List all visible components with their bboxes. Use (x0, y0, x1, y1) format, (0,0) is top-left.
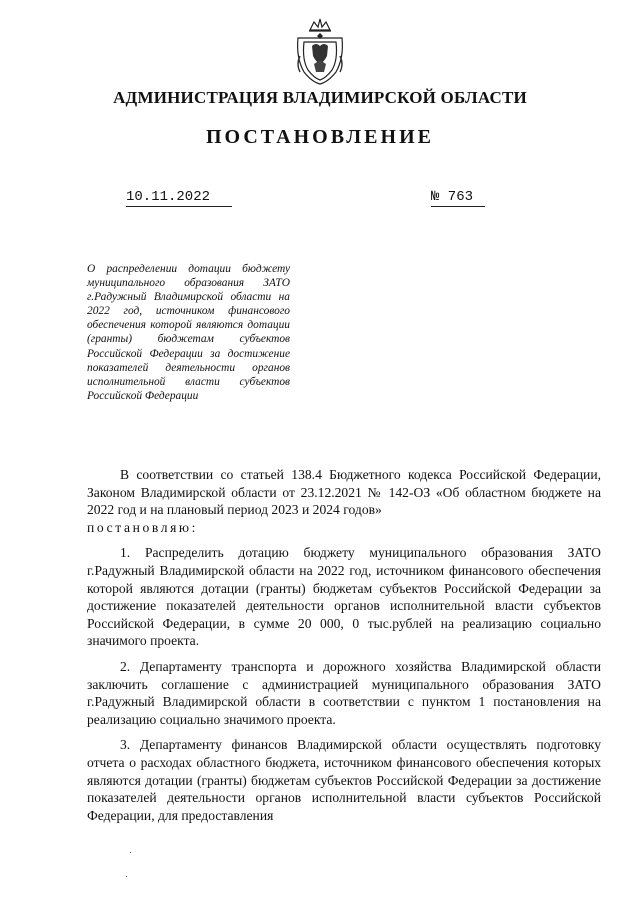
scan-speck (126, 876, 127, 877)
decree-word: постановляю: (87, 519, 199, 535)
document-body (87, 466, 601, 824)
decree-word-paragraph (87, 519, 601, 537)
document-subject: О распределении дотации бюджету муниципального образования ЗАТО г.Радужный Владимирской области на 2022 год, источником финансового обеспечения которой являются дотации (гранты) бюджетам субъектов Российской Федерации за достижение показателей деятельности органов исполнительной власти субъектов Российской Федерации (87, 263, 290, 402)
document-date: 10.11.2022 (126, 189, 232, 207)
document-number: № 763 (431, 189, 485, 207)
coat-of-arms-icon (294, 16, 346, 86)
organization-name: АДМИНИСТРАЦИЯ ВЛАДИМИРСКОЙ ОБЛАСТИ (113, 88, 527, 107)
item-1-paragraph: 1. Распределить дотацию бюджету муниципального образования ЗАТО г.Радужный Владимирской области на 2022 год, источником финансового обеспечения которой являются дотации (гранты) бюджетам субъектов Российской Федерации за достижение показателей деятельности органов исполнительной власти субъектов Российской Федерации, в сумме 20 000, 0 тыс.рублей на реализацию социально значимого проекта. (87, 545, 601, 649)
document-type: ПОСТАНОВЛЕНИЕ (206, 126, 434, 148)
preamble-paragraph: В соответствии со статьей 138.4 Бюджетного кодекса Российской Федерации, Законом Владимирской области от 23.12.2021 № 142-ОЗ «Об областном бюджете на 2022 год и на плановый период 2023 и 2024 годов» (87, 467, 601, 518)
item-2-paragraph: 2. Департаменту транспорта и дорожного хозяйства Владимирской области заключить соглашение с администрацией муниципального образования ЗАТО г.Радужный Владимирской области в соответствии с пунктом 1 постановления на реализацию социально значимого проекта. (87, 658, 601, 727)
item-3-paragraph: 3. Департаменту финансов Владимирской области осуществлять подготовку отчета о расходах областного бюджета, источником финансового обеспечения которых являются дотации (гранты) бюджетам субъектов Российской Федерации за достижение показателей деятельности органов исполнительной власти субъектов Российской Федерации, для предоставления (87, 737, 601, 823)
scan-speck (130, 852, 131, 853)
